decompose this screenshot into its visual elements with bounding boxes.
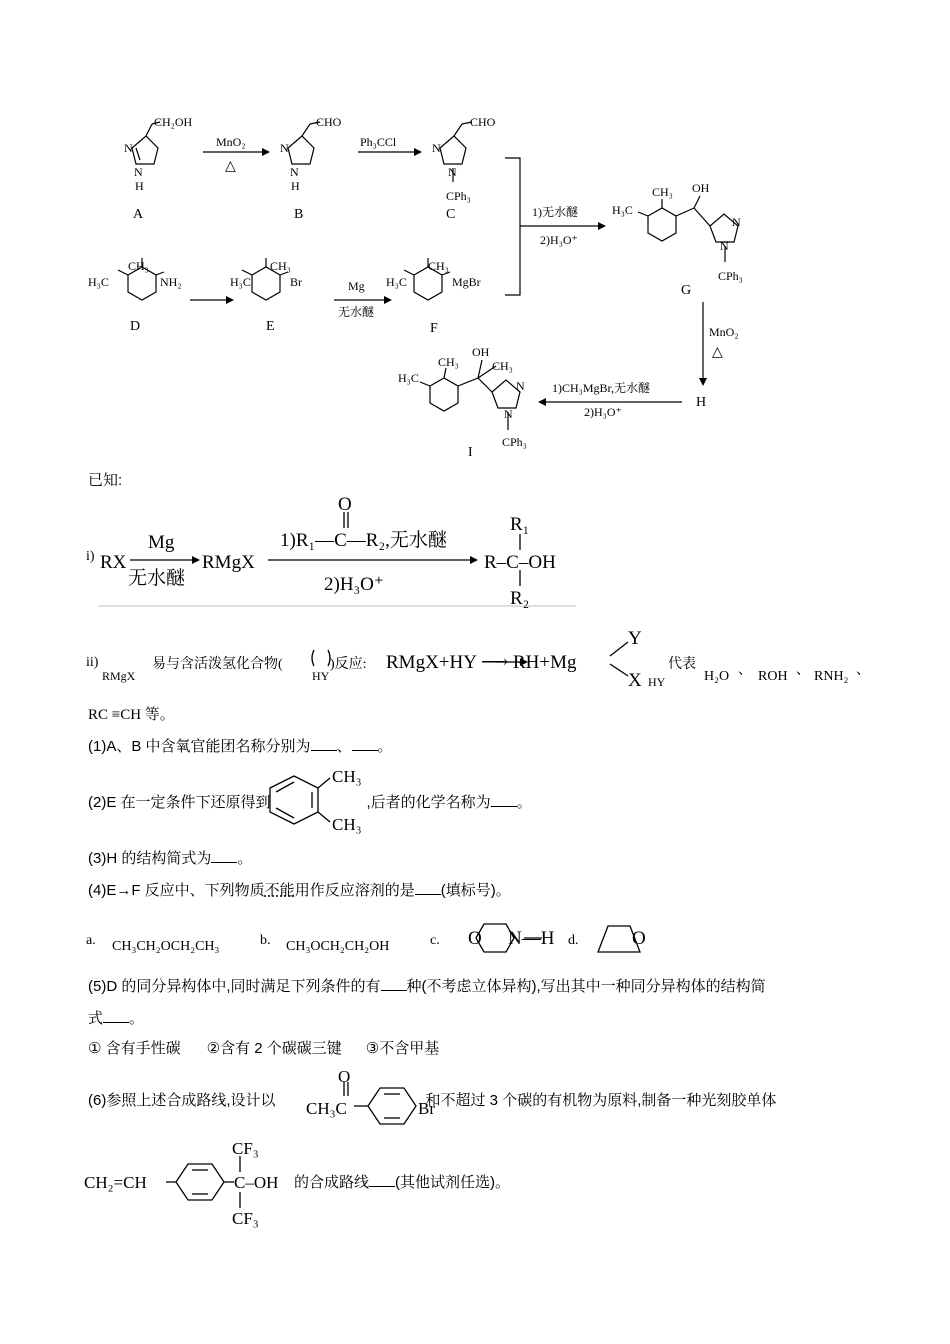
known-rx: RX <box>100 552 127 573</box>
answer-blank-1b[interactable] <box>352 736 378 751</box>
label-n-b2: N <box>290 165 299 179</box>
known-hy-small: HY <box>312 669 330 683</box>
known-eq: RMgX+HY ⟶ RH+Mg <box>386 652 577 673</box>
q6-starting-material <box>300 1070 460 1130</box>
label-mg: Mg <box>348 279 365 293</box>
label-compound-a: A <box>133 207 144 222</box>
answer-blank-1a[interactable] <box>311 736 337 751</box>
label-h3o-step: 2)H₃O⁺ <box>540 233 578 247</box>
label-h3c-f: H₃C <box>386 275 407 289</box>
known-product: R–C–OH <box>484 552 556 573</box>
label-compound-g: G <box>681 283 692 298</box>
question-3: (3)H 的结构简式为 。 <box>88 850 253 867</box>
imidazole-ring-b <box>288 136 314 164</box>
label-cho-b: CHO <box>316 115 342 129</box>
known-reaction-ii <box>0 628 950 688</box>
label-compound-e: E <box>266 319 275 334</box>
label-h3c-g: H₃C <box>612 203 633 217</box>
known-rmgx-small: RMgX <box>102 669 136 683</box>
o-xylene-structure <box>254 766 374 836</box>
known-rcch: RC ≡CH 等。 <box>88 707 175 723</box>
known-reaction-i <box>0 494 950 624</box>
label-compound-b: B <box>294 207 304 222</box>
question-4: (4)E→F 反应中、下列物质不能用作反应溶剂的是 (填标号)。 <box>88 882 511 899</box>
label-n-b: N <box>280 141 289 155</box>
label-compound-i: I <box>468 445 473 460</box>
label-ch3-e: CH₃ <box>270 259 291 273</box>
label-n-c: N <box>432 141 441 155</box>
benzene-ring-g <box>648 208 676 241</box>
answer-blank-3[interactable] <box>211 848 237 863</box>
answer-blank-4[interactable] <box>415 880 441 895</box>
label-ch3mgbr-step: 1)CH₃MgBr,无水醚 <box>552 381 651 395</box>
q2-ch3-top: CH₃ <box>332 767 362 786</box>
q6-o: O <box>338 1070 351 1086</box>
q6-ch3c: CH₃C <box>306 1099 347 1118</box>
label-delta-1: △ <box>225 159 236 174</box>
label-ether-step: 1)无水醚 <box>532 205 578 219</box>
label-ether-ef: 无水醚 <box>338 305 375 319</box>
label-n-g2: N <box>720 239 729 253</box>
label-ch3-g: CH₃ <box>652 185 673 199</box>
question-1: (1)A、B 中含氧官能团名称分别为 、 。 <box>88 738 393 755</box>
label-oh-i: OH <box>472 345 490 359</box>
label-cph3-i: CPh₃ <box>502 435 527 449</box>
question-2: (2)E 在一定条件下还原得到 ,后者的化学名称为 。 <box>88 794 532 811</box>
question-5: (5)D 的同分异构体中,同时满足下列条件的有 种(不考虑立体异构),写出其中一种同分异构体的结构简 <box>88 978 766 995</box>
known-roh: ROH <box>758 669 788 684</box>
question-4-options <box>86 914 846 964</box>
q6-cf3-bottom: CF₃ <box>232 1209 259 1228</box>
opt-c-n: N—H <box>508 928 555 949</box>
label-h3c-i: H₃C <box>398 371 419 385</box>
label-ch2oh: CH₂OH <box>154 115 193 129</box>
known-rnh2: RNH₂ <box>814 669 849 684</box>
label-n-c2: N <box>448 165 457 179</box>
label-ch3-i: CH₃ <box>438 355 459 369</box>
known-h2o: H₂O <box>704 669 730 684</box>
known-x: X <box>628 670 642 688</box>
q6-br: Br <box>418 1099 435 1118</box>
question-6: (6)参照上述合成路线,设计以 和不超过 3 个碳的有机物为原料,制备一种光刻胶单体 <box>88 1092 777 1109</box>
label-h-b: H <box>291 179 300 193</box>
label-mgbr-f: MgBr <box>452 275 481 289</box>
opt-b: CH₃OCH₂CH₂OH <box>286 939 390 954</box>
benzene-ring-i <box>430 378 458 411</box>
question-5-cont: 式 。 <box>88 1010 145 1027</box>
opt-c-o: O <box>468 928 482 949</box>
known-ether: 无水醚 <box>128 568 186 589</box>
label-ch3-d: CH₃ <box>128 259 149 273</box>
known-label: 已知: <box>88 472 123 489</box>
label-h-a: H <box>135 179 144 193</box>
label-ch3-i2: CH₃ <box>492 359 513 373</box>
imidazole-ring-c <box>440 136 466 164</box>
known-represents: 代表 <box>668 657 696 672</box>
known-o: O <box>338 494 352 515</box>
opt-a-label: a. <box>86 933 96 948</box>
label-i: i) <box>86 549 95 564</box>
known-sep3: 、 <box>856 663 870 678</box>
known-step2: 2)H₃O⁺ <box>324 574 384 595</box>
emphasis-not: 不能 <box>264 882 295 899</box>
label-ii: ii) <box>86 655 99 670</box>
label-compound-f: F <box>430 321 438 336</box>
label-h3c-e: H₃C <box>230 275 251 289</box>
label-n-a: N <box>124 141 133 155</box>
known-r2: R₂ <box>510 588 530 609</box>
label-delta-2: △ <box>712 345 723 360</box>
label-compound-c: C <box>446 207 456 222</box>
known-r1: R₁ <box>510 514 530 535</box>
known-rmgx: RMgX <box>202 552 255 573</box>
label-compound-h: H <box>696 395 707 410</box>
known-step1: 1)R₁—C—R₂,无水醚 <box>280 530 447 551</box>
known-mg: Mg <box>148 532 175 553</box>
answer-blank-5b[interactable] <box>103 1008 129 1023</box>
known-sep1: 、 <box>738 663 752 678</box>
label-cph3-c: CPh₃ <box>446 189 471 203</box>
label-compound-d: D <box>130 319 141 334</box>
q6-c-oh: C–OH <box>234 1173 279 1192</box>
label-n-g: N <box>732 215 741 229</box>
answer-blank-2[interactable] <box>491 792 517 807</box>
answer-blank-5a[interactable] <box>381 976 407 991</box>
opt-c-label: c. <box>430 933 440 948</box>
label-mno2-1: MnO₂ <box>216 135 246 149</box>
label-mno2-2: MnO₂ <box>709 325 739 339</box>
known-y: Y <box>628 628 642 649</box>
label-ch3-f: CH₃ <box>428 259 449 273</box>
opt-d-label: d. <box>568 933 579 948</box>
label-oh-g: OH <box>692 181 710 195</box>
known-ii-text2: )反应: <box>330 657 367 672</box>
q6-target-monomer <box>84 1138 294 1228</box>
question-5-conditions: ① 含有手性碳 ②含有 2 个碳碳三键 ③不含甲基 <box>88 1040 440 1057</box>
label-ph3ccl: Ph₃CCl <box>360 135 397 149</box>
q2-ch3-bottom: CH₃ <box>332 815 362 834</box>
imidazole-ring-a <box>132 136 158 164</box>
opt-a: CH₃CH₂OCH₂CH₃ <box>112 939 220 954</box>
answer-blank-6[interactable] <box>369 1172 395 1187</box>
known-sep2: 、 <box>796 663 810 678</box>
synthesis-scheme <box>0 0 950 470</box>
q6-ch2ch: CH₂=CH <box>84 1173 147 1192</box>
label-h3c-d: H₃C <box>88 275 109 289</box>
label-n-a2: N <box>134 165 143 179</box>
label-n-i2: N <box>504 407 513 421</box>
q6-cf3-top: CF₃ <box>232 1139 259 1158</box>
label-br-e: Br <box>290 275 302 289</box>
label-cph3-g: CPh₃ <box>718 269 743 283</box>
known-ii-text1: 易与含活泼氢化合物( <box>152 657 283 672</box>
opt-b-label: b. <box>260 933 271 948</box>
label-nh2-d: NH₂ <box>160 275 182 289</box>
label-h3o-step2: 2)H₃O⁺ <box>584 405 622 419</box>
opt-d-o: O <box>632 928 646 949</box>
label-cho-c: CHO <box>470 115 496 129</box>
label-n-i: N <box>516 379 525 393</box>
known-hy-small2: HY <box>648 675 666 688</box>
question-6-cont: 的合成路线 (其他试剂任选)。 <box>294 1174 511 1191</box>
